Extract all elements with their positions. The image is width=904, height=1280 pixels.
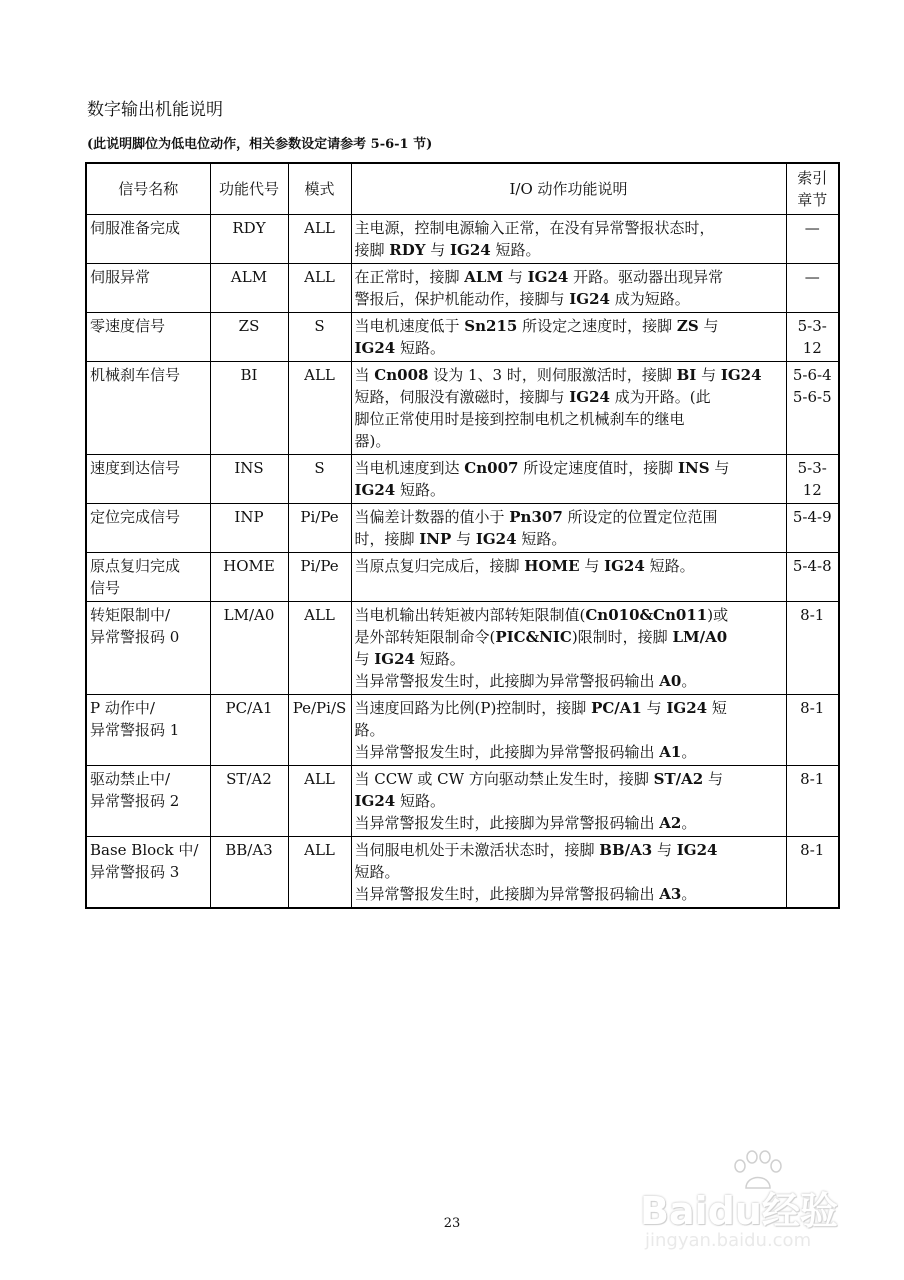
signal-line: 异常警报码 3 [90,863,180,881]
signal-name-cell [86,504,210,553]
section-line: 8-1 [800,770,825,788]
desc-line: IG24 短路。 [354,481,445,499]
signal-name-cell [86,766,210,837]
signal-line: 机械刹车信号 [90,366,181,384]
page-subtitle: (此说明脚位为低电位动作，相关参数设定请参考 5-6-1 节) [87,137,433,152]
function-code-cell: BI [210,362,288,455]
section-index-cell [786,553,839,602]
desc-line: 时，接脚 INP 与 IG24 短路。 [354,530,567,548]
table-row [86,602,839,695]
table-row [86,215,839,264]
signal-name-cell [86,362,210,455]
table-row [86,553,839,602]
section-line: 5-3-12 [797,459,827,499]
desc-line: 当异常警报发生时，此接脚为异常警报码输出 A1。 [354,743,697,761]
table-row [86,766,839,837]
function-code-cell: PC/A1 [210,695,288,766]
mode-cell: ALL [288,215,351,264]
section-index-cell [786,455,839,504]
desc-line: 当原点复归完成后，接脚 HOME 与 IG24 短路。 [354,557,695,575]
signal-line: 异常警报码 2 [90,792,180,810]
description-cell [351,264,786,313]
desc-line: 当 CCW 或 CW 方向驱动禁止发生时，接脚 ST/A2 与 [354,770,723,788]
mode-cell: Pi/Pe [288,504,351,553]
page-number: 23 [443,1216,461,1231]
section-index-cell [786,504,839,553]
signal-line: 速度到达信号 [90,459,181,477]
description-cell [351,215,786,264]
mode-cell: ALL [288,766,351,837]
mode-cell: S [288,313,351,362]
description-cell [351,313,786,362]
description-cell [351,504,786,553]
signal-name-cell [86,837,210,909]
desc-line: 路。 [354,721,385,739]
mode-cell: ALL [288,362,351,455]
function-code-cell: INP [210,504,288,553]
desc-line: 当伺服电机处于未激活状态时，接脚 BB/A3 与 IG24 [354,841,718,859]
section-line: 8-1 [800,841,825,859]
description-cell [351,553,786,602]
table-row [86,362,839,455]
signal-name-cell [86,602,210,695]
signal-line: 定位完成信号 [90,508,181,526]
section-line: 5-6-4 [792,366,832,384]
section-index-cell [786,313,839,362]
desc-line: 当 Cn008 设为 1、3 时，则伺服激活时，接脚 BI 与 IG24 [354,366,762,384]
signal-name-cell [86,455,210,504]
section-line: 5-3-12 [797,317,827,357]
section-index-cell [786,215,839,264]
function-code-cell: RDY [210,215,288,264]
signal-line: 驱动禁止中/ [90,770,171,788]
function-code-cell: BB/A3 [210,837,288,909]
description-cell [351,837,786,909]
desc-line: 当电机输出转矩被内部转矩限制值(Cn010&Cn011)或 [354,606,729,624]
watermark-url: jingyan.baidu.com [645,1230,812,1251]
signal-name-cell [86,264,210,313]
table-row [86,264,839,313]
desc-line: 器)。 [354,432,391,450]
section-line: — [804,268,820,286]
desc-line: 主电源，控制电源输入正常，在没有异常警报状态时， [354,219,715,237]
signal-line: 异常警报码 1 [90,721,180,739]
table-header-row [86,163,839,215]
section-index-cell [786,695,839,766]
section-line: — [804,219,820,237]
signal-line: 异常警报码 0 [90,628,180,646]
header-signal-name: 信号名称 [86,163,210,215]
section-index-cell [786,766,839,837]
desc-line: 与 IG24 短路。 [354,650,465,668]
desc-line: 当速度回路为比例(P)控制时，接脚 PC/A1 与 IG24 短 [354,699,727,717]
function-code-cell: ST/A2 [210,766,288,837]
section-line: 5-6-5 [792,388,832,406]
section-index-cell [786,837,839,909]
signal-name-cell [86,695,210,766]
section-index-cell [786,602,839,695]
description-cell [351,695,786,766]
table-row [86,695,839,766]
signal-line: 零速度信号 [90,317,166,335]
signal-name-cell [86,215,210,264]
description-cell [351,455,786,504]
signal-line: 信号 [90,579,121,597]
mode-cell: S [288,455,351,504]
desc-line: 当异常警报发生时，此接脚为异常警报码输出 A2。 [354,814,697,832]
table-row [86,504,839,553]
desc-line: 在正常时，接脚 ALM 与 IG24 开路。驱动器出现异常 [354,268,724,286]
desc-line: 当电机速度到达 Cn007 所设定速度值时，接脚 INS 与 [354,459,730,477]
desc-line: IG24 短路。 [354,792,445,810]
desc-line: 是外部转矩限制命令(PIC&NIC)限制时，接脚 LM/A0 [354,628,728,646]
header-mode: 模式 [288,163,351,215]
description-cell [351,362,786,455]
header-section-index [786,163,839,215]
signal-name-cell [86,313,210,362]
watermark-brand: Baidu经验 [640,1189,838,1233]
signal-line: 伺服异常 [90,268,151,286]
function-code-cell: INS [210,455,288,504]
desc-line: 短路，伺服没有激磁时，接脚与 IG24 成为开路。(此 [354,388,711,406]
table-row [86,455,839,504]
section-line: 5-4-8 [792,557,832,575]
section-line: 8-1 [800,699,825,717]
function-code-cell: LM/A0 [210,602,288,695]
mode-cell: Pe/Pi/S [288,695,351,766]
table-row [86,837,839,909]
mode-cell: ALL [288,602,351,695]
signal-line: 原点复归完成 [90,557,181,575]
function-code-cell: ALM [210,264,288,313]
desc-line: 当电机速度低于 Sn215 所设定之速度时，接脚 ZS 与 [354,317,719,335]
mode-cell: ALL [288,837,351,909]
section-index-cell [786,264,839,313]
description-cell [351,602,786,695]
page-title: 数字输出机能说明 [87,100,223,120]
signal-name-cell [86,553,210,602]
desc-line: 接脚 RDY 与 IG24 短路。 [354,241,541,259]
function-code-cell: HOME [210,553,288,602]
section-line: 8-1 [800,606,825,624]
header-section-index-text: 索引章节 [797,169,828,209]
desc-line: 当异常警报发生时，此接脚为异常警报码输出 A0。 [354,672,697,690]
desc-line: 短路。 [354,863,400,881]
section-line: 5-4-9 [792,508,832,526]
header-description: I/O 动作功能说明 [351,163,786,215]
desc-line: IG24 短路。 [354,339,445,357]
mode-cell: ALL [288,264,351,313]
header-function-code: 功能代号 [210,163,288,215]
desc-line: 当偏差计数器的值小于 Pn307 所设定的位置定位范围 [354,508,718,526]
io-function-table [85,162,840,909]
signal-line: 转矩限制中/ [90,606,171,624]
description-cell [351,766,786,837]
baidu-watermark [640,1150,860,1260]
desc-line: 当异常警报发生时，此接脚为异常警报码输出 A3。 [354,885,697,903]
signal-line: P 动作中/ [90,699,155,717]
function-code-cell: ZS [210,313,288,362]
table-row [86,313,839,362]
mode-cell: Pi/Pe [288,553,351,602]
desc-line: 警报后，保护机能动作，接脚与 IG24 成为短路。 [354,290,690,308]
signal-line: 伺服准备完成 [90,219,181,237]
section-index-cell [786,362,839,455]
signal-line: Base Block 中/ [90,841,199,859]
desc-line: 脚位正常使用时是接到控制电机之机械刹车的继电 [354,410,685,428]
